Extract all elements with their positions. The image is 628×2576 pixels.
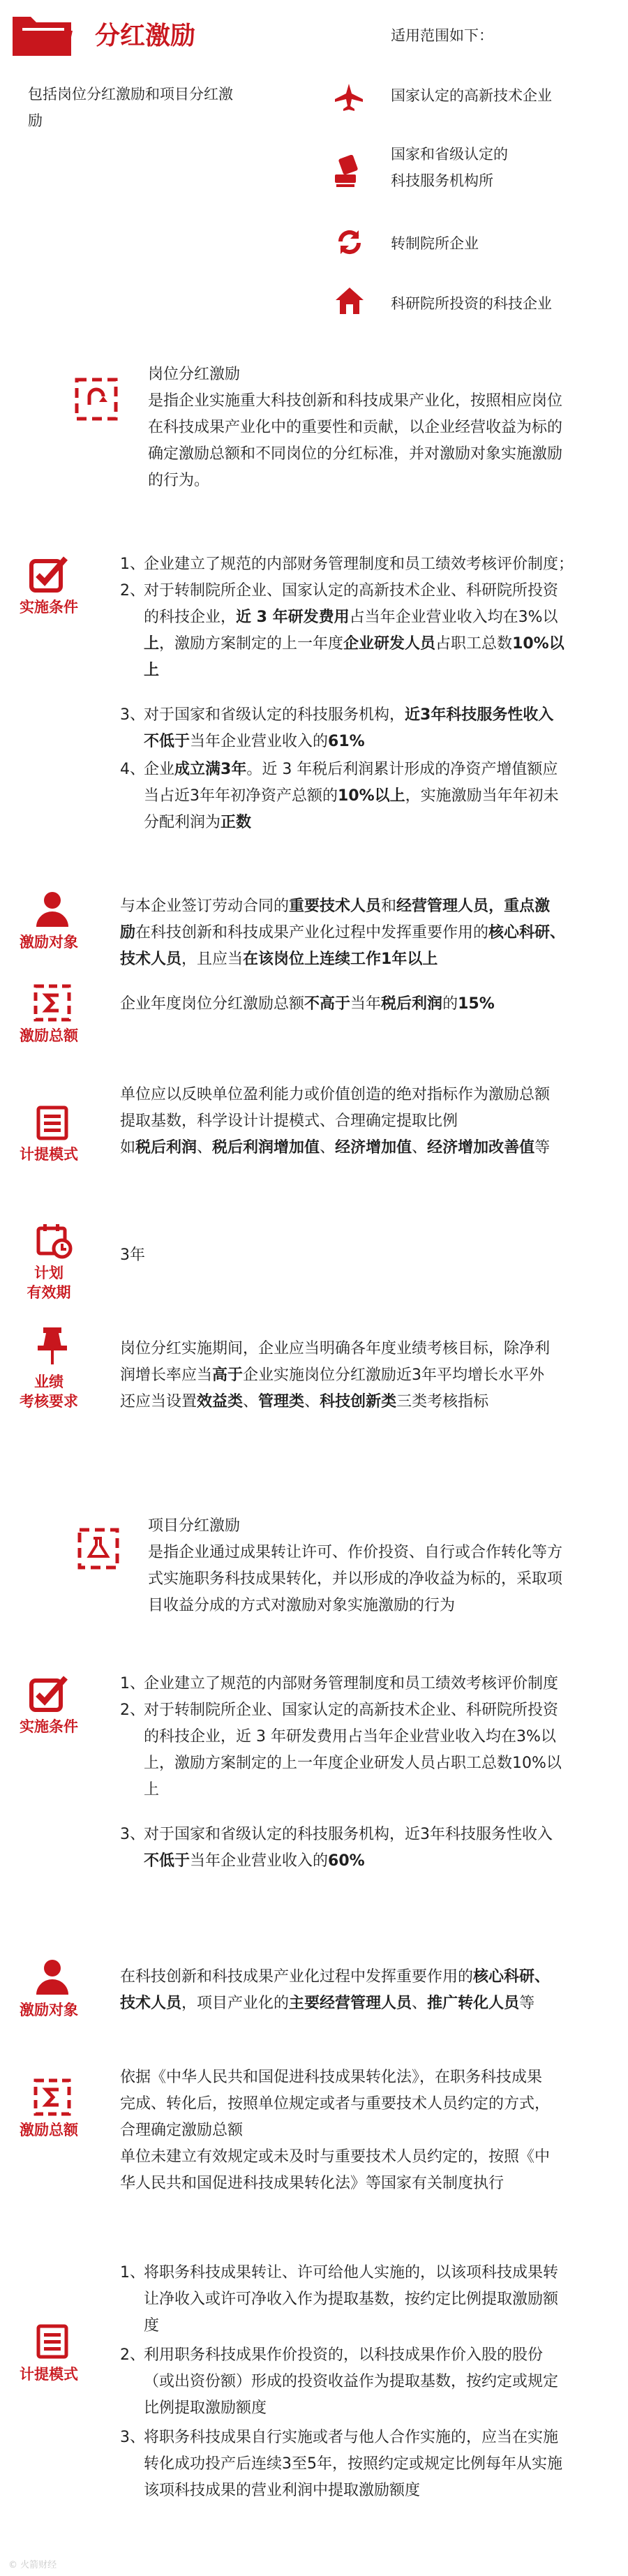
position-mode-label: 计提模式: [20, 1146, 78, 1163]
position-dividend-title: 岗位分红激励: [148, 366, 241, 383]
refresh-icon: [335, 228, 364, 257]
text-bold: 税后利润: [135, 1139, 197, 1156]
label-line: 考核要求: [20, 1393, 78, 1410]
list-text-bold: 10%以上: [338, 787, 405, 805]
list-text-bold: 近3年科技服务性收入: [405, 706, 554, 724]
text-bold: 经营管理人员: [396, 898, 489, 915]
subtitle-line-1: 包括岗位分红激励和项目分红激: [28, 86, 233, 103]
scope-item-2: [391, 141, 508, 194]
project-condition-2: [120, 1697, 608, 1803]
text-bold: 核心科研、: [488, 924, 566, 941]
text: 、: [197, 1139, 213, 1156]
list-text: 企业建立了规范的内部财务管理制度和员工绩效考核评价制度；: [144, 556, 574, 573]
project-dividend-icon: [77, 1527, 120, 1570]
airplane-icon: [334, 82, 364, 113]
list-text: 该项科技成果的营业利润中提取激励额度: [144, 2482, 421, 2499]
subtitle-line-2: 励: [28, 112, 43, 129]
list-text-bold: 60%: [328, 1852, 365, 1870]
scope-item-2-line-2: 科技服务机构所: [391, 172, 493, 189]
list-text: （或出资份额）形成的投资收益作为提取基数，按约定或规定: [144, 2373, 559, 2390]
document-icon: [36, 2324, 68, 2359]
list-number: 3、: [120, 1826, 145, 1843]
desc-line: 在科技成果产业化中的重要性和贡献，以企业经营收益为标的: [148, 419, 563, 436]
page-title: 分红激励: [95, 22, 196, 50]
text-bold: 技术人员: [120, 1995, 182, 2012]
position-total-text: [120, 991, 608, 1018]
text: 三类考核指标: [396, 1393, 489, 1410]
text: 等: [519, 1995, 535, 2012]
project-conditions-label: 实施条件: [20, 1718, 78, 1735]
position-mode-text: [120, 1082, 608, 1161]
text: 单位未建立有效规定或未及时与重要技术人员约定的，按照《中: [120, 2148, 551, 2166]
text: 企业年度岗位分红激励总额: [120, 995, 305, 1013]
project-targets-text: [120, 1964, 608, 2017]
list-text: ，激励方案制定的上一年度: [159, 635, 344, 653]
text: 提取基数，科学设计计提模式、合理确定提取比例: [120, 1112, 458, 1130]
scope-item-1: 国家认定的高新技术企业: [391, 87, 552, 104]
list-text: 对于国家和省级认定的科技服务机构，近3年科技服务性收入: [144, 1826, 553, 1843]
folder-icon: [10, 10, 77, 60]
position-dividend-desc: [148, 388, 615, 494]
project-targets-label: 激励对象: [20, 2002, 78, 2018]
text: 的: [442, 995, 458, 1013]
list-text: 当年企业营业收入的: [190, 733, 329, 750]
position-assess-text: [120, 1336, 608, 1415]
text: 在科技创新和科技成果产业化过程中发挥重要作用的: [135, 924, 489, 941]
list-number: 1、: [120, 2264, 145, 2281]
text: 润增长率应当: [120, 1367, 213, 1384]
calendar-clock-icon: [36, 1223, 73, 1259]
project-mode-item-1: [120, 2260, 608, 2339]
text-bold: 重要技术人员: [289, 898, 382, 915]
list-number: 4、: [120, 761, 145, 778]
position-period-text: 3年: [120, 1246, 145, 1264]
list-text-bold: 61%: [328, 733, 365, 750]
text: 合理确定激励总额: [120, 2122, 244, 2139]
sigma-icon: [33, 984, 71, 1022]
text: 等: [534, 1139, 551, 1156]
list-number: 3、: [120, 2429, 145, 2446]
text: 依据《中华人民共和国促进科技成果转化法》，在职务科技成果: [120, 2069, 543, 2086]
text: ，项目产业化的: [181, 1995, 290, 2012]
text: 与本企业签订劳动合同的: [120, 898, 290, 915]
list-text: 转化成功投产后连续3至5年，按照约定或规定比例每年从实施: [144, 2455, 562, 2473]
list-text: 。近 3 年税后利润累计形成的净资产增值额应: [246, 761, 558, 778]
position-condition-1: [120, 551, 608, 578]
scope-item-3: 转制院所企业: [391, 235, 479, 252]
scope-title: 适用范围如下：: [391, 27, 493, 44]
text-bold: 励: [120, 924, 136, 941]
desc-line: 的行为。: [148, 472, 210, 489]
sigma-icon: [33, 2078, 71, 2116]
text-bold: 高于: [212, 1367, 244, 1384]
text: ，且应当: [181, 951, 244, 968]
text-bold: 在该岗位上连续工作1年以上: [243, 951, 438, 968]
list-text: 让净收入或许可净收入作为提取基数，按约定比例提取激励额: [144, 2291, 559, 2308]
project-condition-3: [120, 1822, 608, 1875]
text: 如: [120, 1139, 136, 1156]
desc-line: 确定激励总额和不同岗位的分红标准，并对激励对象实施激励: [148, 445, 563, 463]
list-text-bold: 企业研发人员: [343, 635, 436, 653]
list-text-bold: 上: [144, 635, 160, 653]
list-text: 占当年企业营业收入均在3%以: [349, 609, 558, 626]
text-bold: 经济增加值: [335, 1139, 412, 1156]
text-bold: 核心科研、: [473, 1968, 551, 1986]
position-period-label: [14, 1263, 84, 1302]
text: 还应当设置: [120, 1393, 197, 1410]
list-text: 上，激励方案制定的上一年度企业研发人员占职工总数10%以: [144, 1755, 562, 1772]
list-text-bold: 不低于: [144, 733, 190, 750]
desc-line: 式实施职务科技成果转化，并以形成的净收益为标的，采取项: [148, 1570, 563, 1588]
list-text: 分配利润为: [144, 814, 221, 831]
text: 在科技创新和科技成果产业化过程中发挥重要作用的: [120, 1968, 474, 1986]
list-text: 比例提取激励额度: [144, 2399, 267, 2417]
scope-item-2-line-1: 国家和省级认定的: [391, 146, 508, 163]
label-line: 业绩: [34, 1373, 63, 1390]
list-text: 对于国家和省级认定的科技服务机构，: [144, 706, 405, 724]
list-number: 2、: [120, 1702, 145, 1719]
label-line: 有效期: [27, 1284, 71, 1301]
list-text: 将职务科技成果自行实施或者与他人合作实施的，应当在实施: [144, 2429, 559, 2446]
person-icon: [35, 1958, 70, 1995]
text: 、: [412, 1139, 428, 1156]
scope-item-4: 科研院所投资的科技企业: [391, 295, 552, 312]
list-text: 对于转制院所企业、国家认定的高新技术企业、科研院所投资: [144, 582, 559, 600]
list-text: 对于转制院所企业、国家认定的高新技术企业、科研院所投资: [144, 1702, 559, 1719]
position-condition-2: [120, 578, 608, 684]
list-text: 的科技企业，近 3 年研发费用占当年企业营业收入均在3%以: [144, 1728, 556, 1745]
document-icon: [36, 1105, 68, 1140]
text-bold: 税后利润: [381, 995, 443, 1013]
list-text: 企业: [144, 761, 175, 778]
text: 华人民共和国促进科技成果转化法》等国家有关制度执行: [120, 2175, 504, 2192]
list-text-bold: 成立满3年: [174, 761, 247, 778]
home-icon: [335, 286, 364, 315]
text-bold: ，重点激: [488, 898, 551, 915]
text: 、: [243, 1393, 259, 1410]
list-text-bold: 不低于: [144, 1852, 190, 1870]
text: 和: [381, 898, 397, 915]
list-text: 当占近3年年初净资产总额的: [144, 787, 338, 805]
project-condition-1: [120, 1671, 608, 1697]
text: 、: [320, 1139, 336, 1156]
text: 、: [412, 1995, 428, 2012]
position-targets-label: 激励对象: [20, 934, 78, 951]
list-text-bold: 近 3 年研发费用: [236, 609, 350, 626]
project-dividend-title: 项目分红激励: [148, 1517, 241, 1535]
watermark: © 火箭财经: [8, 2560, 57, 2570]
list-text-bold: 10%以: [512, 635, 565, 653]
text-bold: 科技创新类: [320, 1393, 397, 1410]
list-text-bold: 正数: [220, 814, 252, 831]
page-subtitle: [28, 81, 307, 134]
project-total-label: 激励总额: [20, 2122, 78, 2138]
position-condition-3: [120, 702, 608, 755]
text: 完成、转化后，按照单位规定或者与重要技术人员约定的方式，: [120, 2095, 551, 2113]
project-total-text: [120, 2064, 608, 2197]
text-bold: 主要经营管理人员: [289, 1995, 412, 2012]
checkbox-icon: [29, 1675, 70, 1713]
position-conditions-label: 实施条件: [20, 599, 78, 616]
position-condition-4: [120, 757, 608, 836]
desc-line: 是指企业通过成果转让许可、作价投资、自行或合作转化等方: [148, 1544, 563, 1561]
project-mode-item-3: [120, 2425, 608, 2504]
person-icon: [35, 891, 70, 927]
stamp-icon: [334, 155, 364, 188]
text: 单位应以反映单位盈利能力或价值创造的绝对指标作为激励总额: [120, 1086, 551, 1103]
list-text: 企业建立了规范的内部财务管理制度和员工绩效考核评价制度: [144, 1675, 559, 1692]
text: 岗位分红实施期间，企业应当明确各年度业绩考核目标，除净利: [120, 1340, 551, 1357]
list-number: 1、: [120, 1675, 145, 1692]
text: 、: [304, 1393, 320, 1410]
list-text: ，实施激励当年年初未: [405, 787, 559, 805]
project-dividend-desc: [148, 1540, 615, 1619]
checkbox-icon: [29, 556, 70, 593]
text-bold: 不高于: [304, 995, 351, 1013]
list-text: 当年企业营业收入的: [190, 1852, 329, 1870]
list-number: 3、: [120, 706, 145, 724]
position-total-label: 激励总额: [20, 1027, 78, 1044]
pin-icon: [35, 1326, 70, 1365]
list-text: 度: [144, 2317, 160, 2335]
list-number: 1、: [120, 556, 145, 573]
label-line: 计划: [34, 1265, 63, 1281]
list-text: 上: [144, 1781, 160, 1799]
list-text: 占职工总数: [435, 635, 513, 653]
list-text: 将职务科技成果转让、许可给他人实施的，以该项科技成果转: [144, 2264, 559, 2281]
text-bold: 效益类: [197, 1393, 244, 1410]
text-bold: 经济增加改善值: [427, 1139, 535, 1156]
text: 企业实施岗位分红激励近3年平均增长水平外: [243, 1367, 545, 1384]
position-assess-label: [7, 1372, 91, 1411]
project-mode-item-2: [120, 2342, 608, 2422]
list-text: 的科技企业，: [144, 609, 237, 626]
list-number: 2、: [120, 2346, 145, 2364]
list-number: 2、: [120, 582, 145, 600]
desc-line: 目收益分成的方式对激励对象实施激励的行为: [148, 1597, 456, 1614]
text-bold: 技术人员: [120, 951, 182, 968]
list-text: 利用职务科技成果作价投资的，以科技成果作价入股的股份: [144, 2346, 544, 2364]
text-bold: 推广转化人员: [427, 1995, 520, 2012]
project-mode-label: 计提模式: [20, 2366, 78, 2383]
position-targets-text: [120, 893, 608, 973]
text-bold: 管理类: [258, 1393, 305, 1410]
text: 当年: [350, 995, 382, 1013]
desc-line: 是指企业实施重大科技创新和科技成果产业化，按照相应岗位: [148, 392, 563, 410]
list-text-bold: 上: [144, 662, 160, 679]
text-bold: 15%: [458, 995, 495, 1013]
text-bold: 税后利润增加值: [212, 1139, 320, 1156]
position-dividend-icon: [74, 377, 119, 422]
